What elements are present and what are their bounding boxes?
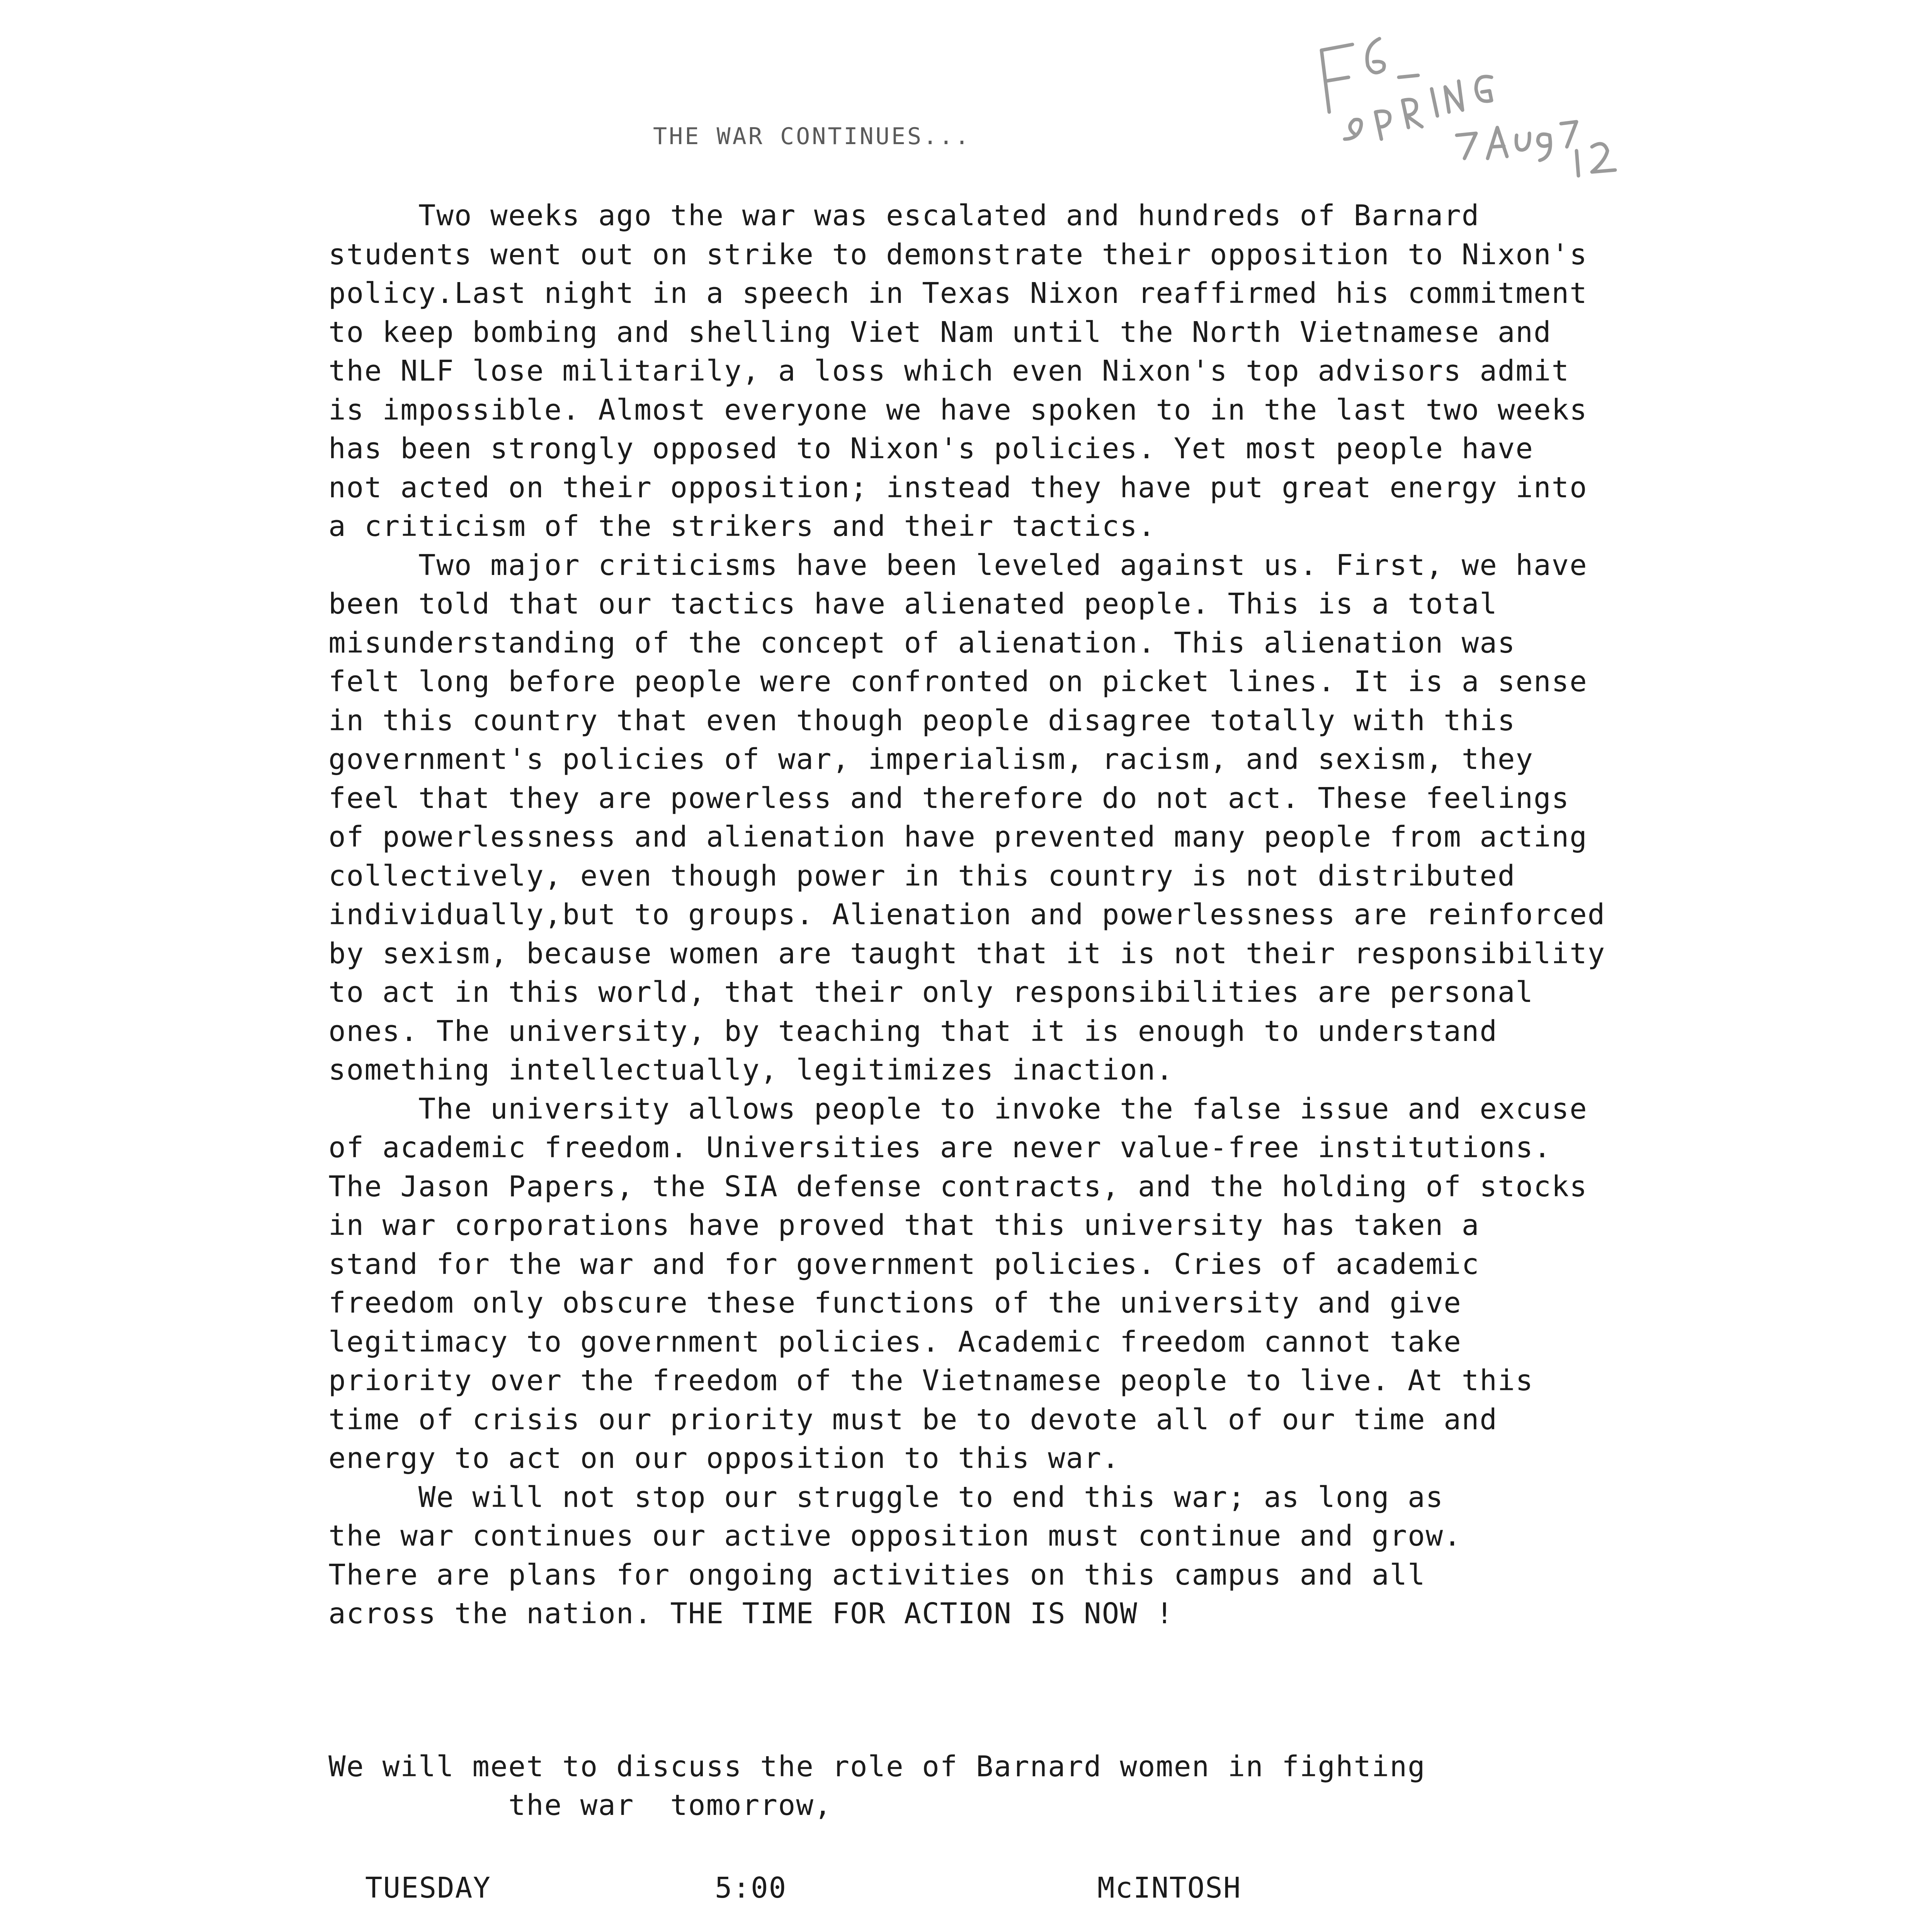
body-line: to keep bombing and shelling Viet Nam until the North Vietnamese and: [328, 315, 1552, 349]
document-title: THE WAR CONTINUES...: [653, 123, 971, 150]
body-line: of academic freedom. Universities are never value-free institutions.: [328, 1131, 1552, 1164]
body-line: time of crisis our priority must be to devote all of our time and: [328, 1403, 1498, 1436]
body-line: in this country that even though people disagree totally with this: [328, 704, 1516, 737]
body-line: We will not stop our struggle to end this war; as long as: [328, 1480, 1444, 1514]
body-line: students went out on strike to demonstrate their opposition to Nixon's: [328, 238, 1588, 271]
body-line: something intellectually, legitimizes inaction.: [328, 1053, 1174, 1087]
meeting-line: We will meet to discuss the role of Barnard women in fighting: [328, 1750, 1426, 1783]
body-line: stand for the war and for government policies. Cries of academic: [328, 1247, 1480, 1281]
body-line: priority over the freedom of the Vietnamese people to live. At this: [328, 1364, 1534, 1397]
meeting-time: 5:00: [715, 1871, 787, 1905]
body-line: Two weeks ago the war was escalated and hundreds of Barnard: [328, 199, 1480, 232]
body-line: been told that our tactics have alienated people. This is a total: [328, 587, 1498, 621]
meeting-notice: [328, 1747, 1719, 1825]
body-line: in war corporations have proved that this university has taken a: [328, 1209, 1480, 1242]
body-line: freedom only obscure these functions of the university and give: [328, 1286, 1462, 1320]
body-line: Two major criticisms have been leveled against us. First, we have: [328, 548, 1588, 582]
body-line: the war continues our active opposition must continue and grow.: [328, 1519, 1462, 1553]
body-line: not acted on their opposition; instead they have put great energy into: [328, 471, 1588, 504]
body-line: misunderstanding of the concept of alienation. This alienation was: [328, 626, 1516, 660]
meeting-place: McINTOSH: [1097, 1871, 1242, 1905]
body-line: feel that they are powerless and therefore do not act. These feelings: [328, 781, 1570, 815]
meeting-line: the war tomorrow,: [328, 1789, 832, 1822]
meeting-day: TUESDAY: [365, 1871, 491, 1905]
body-line: a criticism of the strikers and their tactics.: [328, 510, 1156, 543]
body-line: The university allows people to invoke the false issue and excuse: [328, 1092, 1588, 1126]
body-line: collectively, even though power in this country is not distributed: [328, 859, 1516, 893]
body-line: legitimacy to government policies. Academic freedom cannot take: [328, 1325, 1462, 1359]
body-line: government's policies of war, imperialism, racism, and sexism, they: [328, 743, 1534, 776]
body-line: across the nation. THE TIME FOR ACTION IS NOW !: [328, 1597, 1174, 1630]
handwritten-annotation: [1306, 23, 1631, 185]
body-line: has been strongly opposed to Nixon's policies. Yet most people have: [328, 432, 1534, 465]
body-line: policy.Last night in a speech in Texas Nixon reaffirmed his commitment: [328, 277, 1588, 310]
body-line: energy to act on our opposition to this war.: [328, 1442, 1120, 1475]
body-line: ones. The university, by teaching that it is enough to understand: [328, 1014, 1498, 1048]
body-line: The Jason Papers, the SIA defense contracts, and the holding of stocks: [328, 1170, 1588, 1203]
document-body: [328, 196, 1719, 1633]
body-line: is impossible. Almost everyone we have spoken to in the last two weeks: [328, 393, 1588, 427]
body-line: by sexism, because women are taught that it is not their responsibility: [328, 937, 1606, 970]
body-line: to act in this world, that their only responsibilities are personal: [328, 976, 1534, 1009]
body-line: There are plans for ongoing activities on this campus and all: [328, 1558, 1426, 1592]
body-line: felt long before people were confronted on picket lines. It is a sense: [328, 665, 1588, 698]
body-line: the NLF lose militarily, a loss which even Nixon's top advisors admit: [328, 354, 1570, 388]
body-line: of powerlessness and alienation have prevented many people from acting: [328, 820, 1588, 854]
body-line: individually,but to groups. Alienation and powerlessness are reinforced: [328, 898, 1606, 931]
